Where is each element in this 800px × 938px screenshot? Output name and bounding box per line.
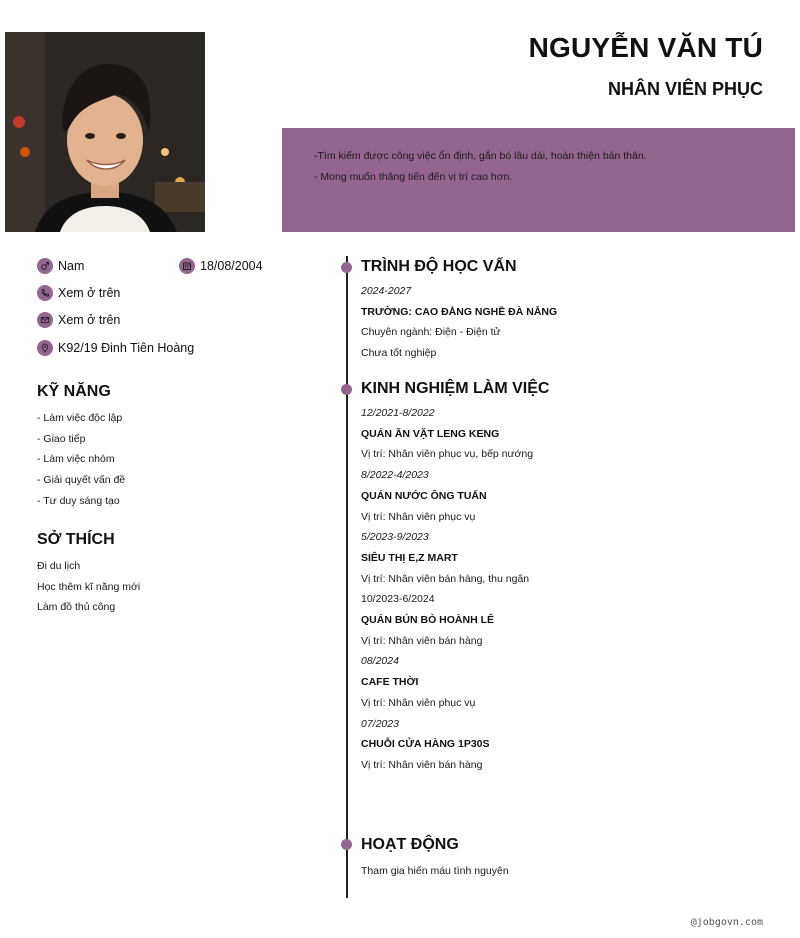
job-role: Vị trí: Nhân viên bán hàng xyxy=(361,634,483,647)
education-entry xyxy=(361,281,557,364)
phone-value: Xem ở trên xyxy=(58,286,121,300)
job-role: Vị trí: Nhân viên phục vụ xyxy=(361,510,476,523)
job-period: 10/2023-6/2024 xyxy=(361,593,435,606)
gender-value: Nam xyxy=(58,259,85,273)
birthday-value: 18/08/2004 xyxy=(200,259,263,273)
job-company: CAFE THỜI xyxy=(361,676,419,689)
timeline-dot xyxy=(341,262,352,273)
profile-photo xyxy=(5,32,205,232)
job-role: Vị trí: Nhân viên phục vụ, bếp nướng xyxy=(361,448,534,461)
job-company: SIÊU THỊ E,Z MART xyxy=(361,551,458,564)
watermark: @jobgovn.com xyxy=(690,917,763,928)
job-company: QUÁN BÚN BÒ HOÀNH LÊ xyxy=(361,614,494,627)
job-entry xyxy=(361,589,533,651)
info-phone xyxy=(37,284,120,302)
skill-item: - Làm việc nhóm xyxy=(37,453,115,466)
location-icon xyxy=(37,340,53,356)
skills-list xyxy=(37,408,125,512)
activities-title: HOẠT ĐỘNG xyxy=(361,836,459,853)
skill-item: - Giao tiếp xyxy=(37,432,86,445)
full-name: NGUYỄN VĂN TÚ xyxy=(528,32,763,63)
job-period: 07/2023 xyxy=(361,717,399,730)
hobby-item: Học thêm kĩ năng mới xyxy=(37,580,141,593)
objective-line: - Mong muốn thăng tiến đến vị trí cao hơn. xyxy=(314,171,513,183)
job-company: QUÁN NƯỚC ÔNG TUẤN xyxy=(361,489,487,502)
skill-item: - Tư duy sáng tạo xyxy=(37,494,120,507)
hobby-item: Đi du lịch xyxy=(37,560,81,572)
hobby-item: Làm đồ thủ công xyxy=(37,601,116,614)
timeline-dot xyxy=(341,839,352,850)
hobbies-list xyxy=(37,556,140,618)
education-period: 2024-2027 xyxy=(361,285,412,297)
hobbies-title: SỞ THÍCH xyxy=(37,531,115,548)
address-value: K92/19 Đinh Tiên Hoàng xyxy=(58,341,195,355)
activity-item: Tham gia hiến máu tình nguyện xyxy=(361,865,509,877)
job-period: 5/2023-9/2023 xyxy=(361,531,429,544)
info-gender xyxy=(37,257,84,275)
job-company: QUÁN ĂN VẶT LENG KENG xyxy=(361,427,500,440)
email-value: Xem ở trên xyxy=(58,313,121,327)
gender-icon xyxy=(37,258,53,274)
skills-title: KỸ NĂNG xyxy=(37,383,111,400)
education-title: TRÌNH ĐỘ HỌC VẤN xyxy=(361,258,517,275)
info-email xyxy=(37,311,120,329)
job-role: Vị trí: Nhân viên bán hàng, thu ngân xyxy=(361,572,530,585)
education-major: Chuyên ngành: Điện - Điện tử xyxy=(361,326,501,339)
job-entry xyxy=(361,527,533,589)
activities-list xyxy=(361,861,509,882)
job-entry xyxy=(361,714,533,776)
objective-line: -Tìm kiếm được công việc ổn định, gắn bó lâu dài, hoàn thiện bản thân. xyxy=(314,150,647,162)
job-role: Vị trí: Nhân viên phục vụ xyxy=(361,696,476,709)
job-entry xyxy=(361,403,533,465)
phone-icon xyxy=(37,285,53,301)
timeline-line xyxy=(346,256,348,898)
skill-item: - Giải quyết vấn đề xyxy=(37,474,126,487)
job-company: CHUỖI CỬA HÀNG 1P30S xyxy=(361,738,490,751)
career-objective xyxy=(282,128,795,232)
job-period: 12/2021-8/2022 xyxy=(361,407,435,419)
email-icon xyxy=(37,312,53,328)
education-status: Chưa tốt nghiệp xyxy=(361,347,437,360)
education-school: TRƯỜNG: CAO ĐẲNG NGHỀ ĐÀ NẴNG xyxy=(361,305,558,318)
job-period: 8/2022-4/2023 xyxy=(361,469,429,482)
skill-item: - Làm việc độc lập xyxy=(37,412,123,424)
info-birthday xyxy=(179,257,263,275)
timeline-dot xyxy=(341,384,352,395)
job-period: 08/2024 xyxy=(361,655,399,668)
experience-title: KINH NGHIỆM LÀM VIỆC xyxy=(361,380,550,397)
job-title: NHÂN VIÊN PHỤC xyxy=(607,79,763,99)
calendar-icon xyxy=(179,258,195,274)
job-role: Vị trí: Nhân viên bán hàng xyxy=(361,758,483,771)
info-address xyxy=(37,339,194,357)
job-entry xyxy=(361,465,533,527)
job-entry xyxy=(361,651,533,713)
experience-list xyxy=(361,403,533,776)
